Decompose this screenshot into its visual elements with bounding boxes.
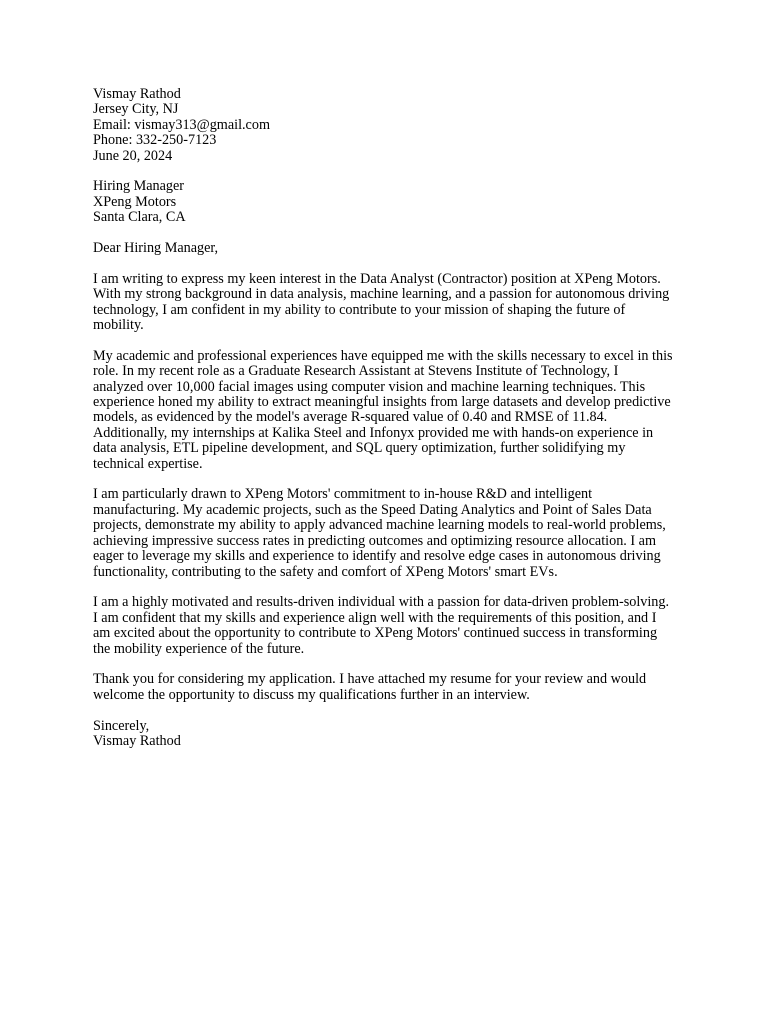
paragraph-line: Additionally, my internships at Kalika Steel and Infonyx provided me with hands-on experience in	[93, 424, 654, 441]
sender-location: Jersey City, NJ	[93, 101, 179, 118]
recipient-title: Hiring Manager	[93, 178, 185, 195]
sender-block	[93, 87, 678, 164]
sender-email: Email: vismay313@gmail.com	[93, 116, 270, 133]
paragraph-line: am excited about the opportunity to contribute to XPeng Motors' continued success in transforming	[93, 625, 658, 642]
paragraph-line: role. In my recent role as a Graduate Research Assistant at Stevens Institute of Technology, I	[93, 363, 619, 380]
paragraph-line: experience honed my ability to extract meaningful insights from large datasets and develop predictive	[93, 394, 671, 411]
body-paragraph-1	[93, 272, 678, 334]
paragraph-line: I am particularly drawn to XPeng Motors' commitment to in-house R&D and intelligent	[93, 486, 593, 503]
body-paragraph-2	[93, 349, 678, 472]
letter-date: June 20, 2024	[93, 147, 173, 164]
body-paragraph-5	[93, 672, 678, 703]
salutation-block	[93, 241, 678, 256]
paragraph-line: technical expertise.	[93, 455, 203, 472]
body-paragraph-3	[93, 487, 678, 579]
recipient-company: XPeng Motors	[93, 193, 177, 210]
paragraph-line: welcome the opportunity to discuss my qualifications further in an interview.	[93, 686, 530, 703]
body-paragraph-4	[93, 595, 678, 657]
paragraph-line: mobility.	[93, 317, 144, 334]
paragraph-line: projects, demonstrate my ability to apply advanced machine learning models to real-world problems,	[93, 517, 666, 534]
recipient-location: Santa Clara, CA	[93, 209, 186, 226]
paragraph-line: achieving impressive success rates in predicting outcomes and optimizing resource allocation. I am	[93, 532, 656, 549]
paragraph-line: technology, I am confident in my ability to contribute to your mission of shaping the future of	[93, 301, 626, 318]
paragraph-line: I am writing to express my keen interest in the Data Analyst (Contractor) position at XPeng Motors.	[93, 270, 661, 287]
paragraph-line: I am confident that my skills and experience align well with the requirements of this position, and I	[93, 609, 657, 626]
paragraph-line: manufacturing. My academic projects, such as the Speed Dating Analytics and Point of Sales Data	[93, 501, 652, 518]
cover-letter-page	[93, 87, 678, 765]
sender-name: Vismay Rathod	[93, 86, 181, 102]
paragraph-line: models, as evidenced by the model's average R-squared value of 0.40 and RMSE of 11.84.	[93, 409, 608, 426]
closing: Sincerely,	[93, 717, 150, 734]
paragraph-line: data analysis, ETL pipeline development, and SQL query optimization, further solidifying my	[93, 440, 626, 457]
paragraph-line: Thank you for considering my application. I have attached my resume for your review and would	[93, 671, 647, 688]
paragraph-line: analyzed over 10,000 facial images using computer vision and machine learning techniques. This	[93, 378, 646, 395]
signature-name: Vismay Rathod	[93, 732, 181, 749]
signature-block	[93, 719, 678, 750]
paragraph-line: With my strong background in data analysis, machine learning, and a passion for autonomous driving	[93, 286, 670, 303]
paragraph-line: My academic and professional experiences have equipped me with the skills necessary to excel in this	[93, 347, 673, 364]
salutation: Dear Hiring Manager,	[93, 240, 219, 257]
recipient-block	[93, 179, 678, 225]
paragraph-line: functionality, contributing to the safety and comfort of XPeng Motors' smart EVs.	[93, 563, 558, 580]
paragraph-line: eager to leverage my skills and experience to identify and resolve edge cases in autonomous driving	[93, 548, 661, 565]
sender-phone: Phone: 332-250-7123	[93, 132, 217, 149]
paragraph-line: I am a highly motivated and results-driven individual with a passion for data-driven problem-solving.	[93, 594, 670, 611]
paragraph-line: the mobility experience of the future.	[93, 640, 305, 657]
